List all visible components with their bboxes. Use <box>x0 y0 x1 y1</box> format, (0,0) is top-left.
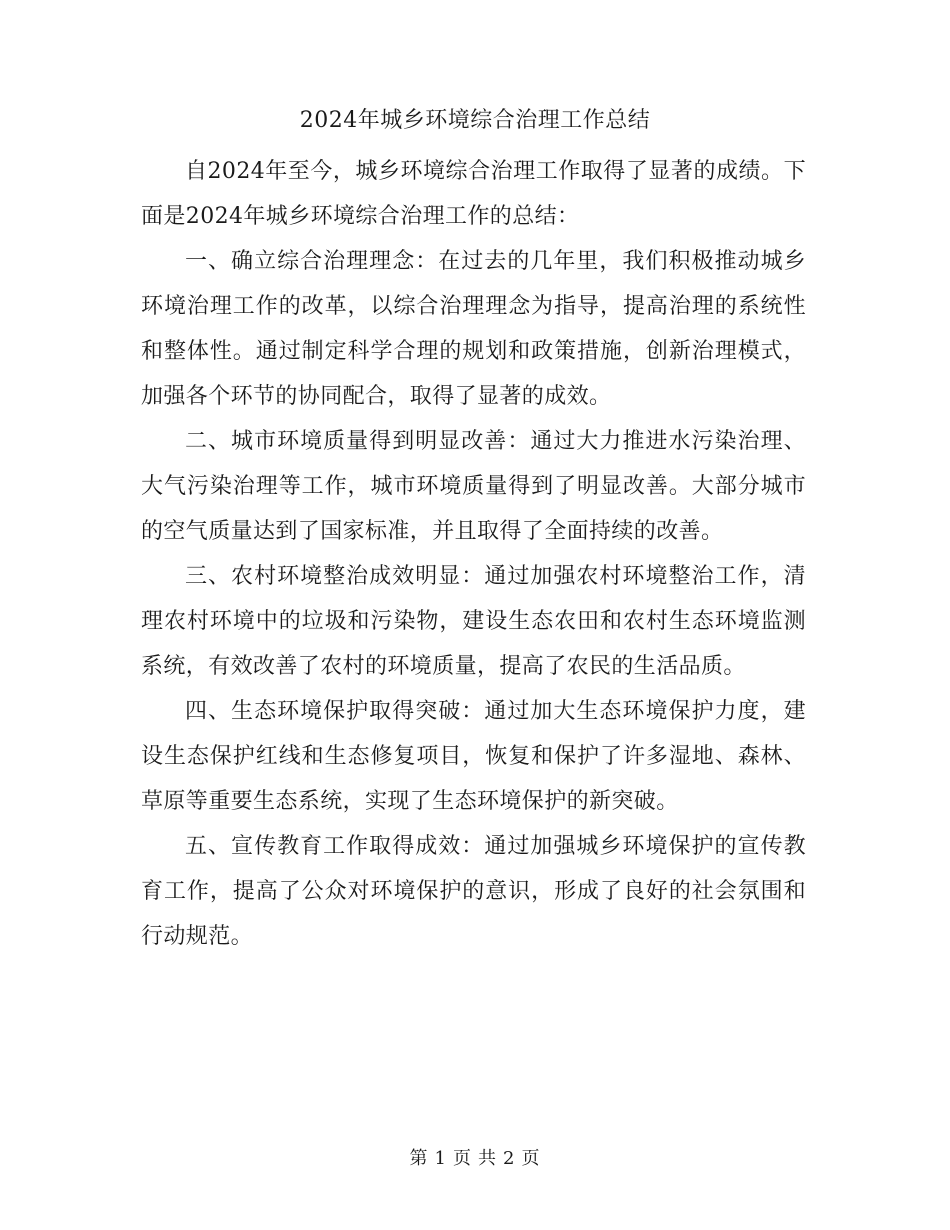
current-page-number: 1 <box>434 1148 447 1169</box>
page-label-prefix: 第 <box>409 1148 429 1169</box>
document-body <box>141 149 806 959</box>
page-label-suffix: 页 <box>521 1148 541 1169</box>
paragraph-section-4: 四、生态环境保护取得突破：通过加大生态环境保护力度，建设生态保护红线和生态修复项目，恢复和保护了许多湿地、森林、草原等重要生态系统，实现了生态环境保护的新突破。 <box>141 699 806 814</box>
total-label: 共 <box>478 1148 497 1169</box>
page-footer <box>0 1146 950 1172</box>
paragraph-section-3: 三、农村环境整治成效明显：通过加强农村环境整治工作，清理农村环境中的垃圾和污染物，建设生态农田和农村生态环境监测系统，有效改善了农村的环境质量，提高了农民的生活品质。 <box>141 564 806 679</box>
paragraph-section-1: 一、确立综合治理理念：在过去的几年里，我们积极推动城乡环境治理工作的改革，以综合治理理念为指导，提高治理的系统性和整体性。通过制定科学合理的规划和政策措施，创新治理模式，加强各个环节的协同配合，取得了显著的成效。 <box>141 249 806 409</box>
paragraph-section-2: 二、城市环境质量得到明显改善：通过大力推进水污染治理、大气污染治理等工作，城市环境质量得到了明显改善。大部分城市的空气质量达到了国家标准，并且取得了全面持续的改善。 <box>141 429 806 544</box>
document-title: 2024年城乡环境综合治理工作总结 <box>299 108 651 133</box>
paragraph-section-5: 五、宣传教育工作取得成效：通过加强城乡环境保护的宣传教育工作，提高了公众对环境保护的意识，形成了良好的社会氛围和行动规范。 <box>141 834 806 949</box>
page-label-mid: 页 <box>453 1148 472 1169</box>
paragraph-intro: 自2024年至今，城乡环境综合治理工作取得了显著的成绩。下面是2024年城乡环境综合治理工作的总结： <box>141 159 806 229</box>
total-pages-number: 2 <box>503 1148 516 1169</box>
